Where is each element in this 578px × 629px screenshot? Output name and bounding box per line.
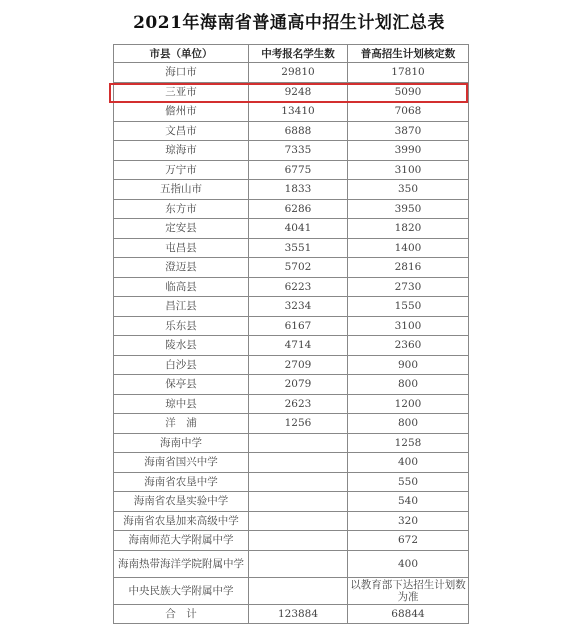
plan-cell: 2360 xyxy=(348,336,469,356)
table-row xyxy=(114,199,469,219)
plan-cell: 3950 xyxy=(348,199,469,219)
table-row xyxy=(114,160,469,180)
total-label-cell: 合 计 xyxy=(114,604,249,624)
plan-cell: 1258 xyxy=(348,433,469,453)
table-row xyxy=(114,550,469,577)
plan-cell: 5090 xyxy=(348,82,469,102)
region-cell: 白沙县 xyxy=(114,355,249,375)
applicants-cell: 5702 xyxy=(249,258,348,278)
applicants-cell: 13410 xyxy=(249,102,348,122)
total-plan-cell: 68844 xyxy=(348,604,469,624)
table-row xyxy=(114,316,469,336)
table-row xyxy=(114,102,469,122)
enrollment-plan-table xyxy=(113,44,469,624)
plan-cell: 400 xyxy=(348,550,469,577)
applicants-cell xyxy=(249,550,348,577)
region-cell: 三亚市 xyxy=(114,82,249,102)
applicants-cell: 29810 xyxy=(249,63,348,83)
table-row xyxy=(114,336,469,356)
table-row xyxy=(114,375,469,395)
table-row xyxy=(114,82,469,102)
plan-cell: 1200 xyxy=(348,394,469,414)
applicants-cell: 7335 xyxy=(249,141,348,161)
applicants-cell xyxy=(249,492,348,512)
region-cell: 海南中学 xyxy=(114,433,249,453)
applicants-cell xyxy=(249,433,348,453)
plan-cell: 900 xyxy=(348,355,469,375)
applicants-cell: 1833 xyxy=(249,180,348,200)
region-cell: 海南省农垦中学 xyxy=(114,472,249,492)
header-region: 市县（单位） xyxy=(114,45,249,63)
plan-cell: 2816 xyxy=(348,258,469,278)
plan-cell: 1550 xyxy=(348,297,469,317)
region-cell: 儋州市 xyxy=(114,102,249,122)
applicants-cell: 3551 xyxy=(249,238,348,258)
region-cell: 海南师范大学附属中学 xyxy=(114,531,249,551)
applicants-cell: 6888 xyxy=(249,121,348,141)
region-cell: 五指山市 xyxy=(114,180,249,200)
plan-cell: 1400 xyxy=(348,238,469,258)
region-cell: 海南热带海洋学院附属中学 xyxy=(114,550,249,577)
table-row xyxy=(114,297,469,317)
plan-cell: 3870 xyxy=(348,121,469,141)
applicants-cell: 4041 xyxy=(249,219,348,239)
plan-cell: 7068 xyxy=(348,102,469,122)
table-row xyxy=(114,219,469,239)
region-cell: 海南省农垦加来高级中学 xyxy=(114,511,249,531)
plan-cell: 17810 xyxy=(348,63,469,83)
region-cell: 万宁市 xyxy=(114,160,249,180)
applicants-cell xyxy=(249,453,348,473)
table-row xyxy=(114,511,469,531)
plan-cell: 400 xyxy=(348,453,469,473)
table-row xyxy=(114,453,469,473)
table-row xyxy=(114,121,469,141)
applicants-cell: 3234 xyxy=(249,297,348,317)
total-applicants-cell: 123884 xyxy=(249,604,348,624)
region-cell: 海口市 xyxy=(114,63,249,83)
plan-cell: 3990 xyxy=(348,141,469,161)
plan-cell: 3100 xyxy=(348,316,469,336)
document-title: 2021年海南省普通高中招生计划汇总表 xyxy=(133,13,445,33)
table-row xyxy=(114,141,469,161)
table-row xyxy=(114,180,469,200)
plan-cell: 以教育部下达招生计划数为准 xyxy=(348,577,469,604)
plan-cell: 800 xyxy=(348,375,469,395)
table-row xyxy=(114,414,469,434)
plan-cell: 550 xyxy=(348,472,469,492)
plan-cell: 3100 xyxy=(348,160,469,180)
table-row xyxy=(114,277,469,297)
table-row xyxy=(114,394,469,414)
plan-cell: 540 xyxy=(348,492,469,512)
plan-cell: 672 xyxy=(348,531,469,551)
region-cell: 定安县 xyxy=(114,219,249,239)
region-cell: 屯昌县 xyxy=(114,238,249,258)
applicants-cell: 9248 xyxy=(249,82,348,102)
region-cell: 临高县 xyxy=(114,277,249,297)
region-cell: 乐东县 xyxy=(114,316,249,336)
region-cell: 东方市 xyxy=(114,199,249,219)
table-row xyxy=(114,355,469,375)
region-cell: 昌江县 xyxy=(114,297,249,317)
applicants-cell: 1256 xyxy=(249,414,348,434)
plan-cell: 2730 xyxy=(348,277,469,297)
table-total-row xyxy=(114,604,469,624)
table-row xyxy=(114,577,469,604)
region-cell: 陵水县 xyxy=(114,336,249,356)
applicants-cell xyxy=(249,531,348,551)
region-cell: 文昌市 xyxy=(114,121,249,141)
table-header-row xyxy=(114,45,469,63)
region-cell: 海南省农垦实验中学 xyxy=(114,492,249,512)
applicants-cell: 2623 xyxy=(249,394,348,414)
table-row xyxy=(114,238,469,258)
applicants-cell: 6775 xyxy=(249,160,348,180)
table-row xyxy=(114,433,469,453)
plan-cell: 350 xyxy=(348,180,469,200)
header-plan: 普高招生计划核定数 xyxy=(348,45,469,63)
table-row xyxy=(114,531,469,551)
region-cell: 保亭县 xyxy=(114,375,249,395)
region-cell: 澄迈县 xyxy=(114,258,249,278)
applicants-cell: 6286 xyxy=(249,199,348,219)
applicants-cell: 2079 xyxy=(249,375,348,395)
region-cell: 琼中县 xyxy=(114,394,249,414)
applicants-cell xyxy=(249,472,348,492)
plan-cell: 800 xyxy=(348,414,469,434)
plan-cell: 320 xyxy=(348,511,469,531)
region-cell: 中央民族大学附属中学 xyxy=(114,577,249,604)
region-cell: 海南省国兴中学 xyxy=(114,453,249,473)
applicants-cell: 2709 xyxy=(249,355,348,375)
region-cell: 洋 浦 xyxy=(114,414,249,434)
applicants-cell: 4714 xyxy=(249,336,348,356)
table-row xyxy=(114,258,469,278)
header-applicants: 中考报名学生数 xyxy=(249,45,348,63)
table-row xyxy=(114,63,469,83)
applicants-cell xyxy=(249,511,348,531)
applicants-cell: 6167 xyxy=(249,316,348,336)
applicants-cell xyxy=(249,577,348,604)
table-row xyxy=(114,492,469,512)
region-cell: 琼海市 xyxy=(114,141,249,161)
applicants-cell: 6223 xyxy=(249,277,348,297)
plan-cell: 1820 xyxy=(348,219,469,239)
table-row xyxy=(114,472,469,492)
